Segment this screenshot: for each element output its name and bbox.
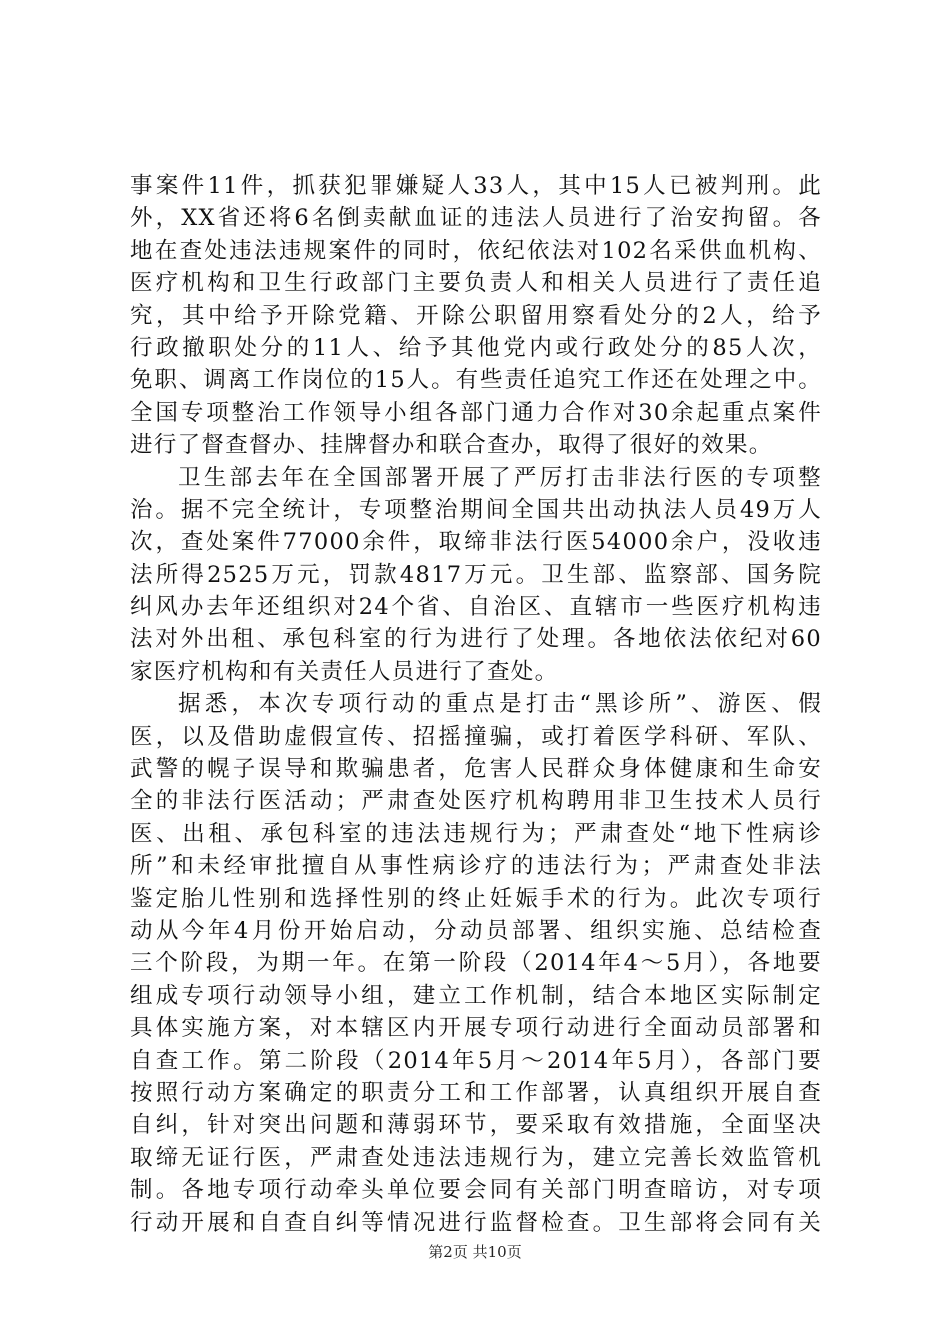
text-line: 按照行动方案确定的职责分工和工作部署，认真组织开展自查 [130, 1079, 822, 1106]
text-line: 外，XX省还将6名倒卖献血证的违法人员进行了治安拘留。各 [130, 205, 822, 232]
text-line: 医，以及借助虚假宣传、招摇撞骗，或打着医学科研、军队、 [130, 723, 822, 750]
text-line: 医、出租、承包科室的违法违规行为；严肃查处“地下性病诊 [130, 820, 822, 847]
text-line: 法对外出租、承包科室的行为进行了处理。各地依法依纪对60 [130, 626, 822, 653]
text-line: 行政撤职处分的11人、给予其他党内或行政处分的85人次， [130, 334, 822, 361]
document-body [130, 170, 822, 1239]
text-line: 据悉，本次专项行动的重点是打击“黑诊所”、游医、假 [178, 691, 822, 718]
text-line: 事案件11件，抓获犯罪嫌疑人33人，其中15人已被判刑。此 [130, 173, 822, 199]
text-line: 武警的幌子误导和欺骗患者，危害人民群众身体健康和生命安 [130, 756, 822, 783]
text-line: 具体实施方案，对本辖区内开展专项行动进行全面动员部署和 [130, 1015, 822, 1042]
text-line: 组成专项行动领导小组，建立工作机制，结合本地区实际制定 [130, 982, 822, 1009]
text-line: 所”和未经审批擅自从事性病诊疗的违法行为；严肃查处非法 [130, 853, 822, 880]
page-footer: 第2页 共10页 [428, 1243, 522, 1261]
text-line: 自查工作。第二阶段（2014年5月～2014年5月），各部门要 [130, 1047, 822, 1074]
text-line: 法所得2525万元，罚款4817万元。卫生部、监察部、国务院 [130, 561, 822, 588]
text-line: 进行了督查督办、挂牌督办和联合查办，取得了很好的效果。 [130, 432, 773, 459]
text-line: 次，查处案件77000余件，取缔非法行医54000余户，没收违 [130, 529, 822, 556]
text-line: 取缔无证行医，严肃查处违法违规行为，建立完善长效监管机 [130, 1144, 822, 1171]
text-line: 医疗机构和卫生行政部门主要负责人和相关人员进行了责任追 [130, 270, 822, 297]
text-line: 地在查处违法违规案件的同时，依纪依法对102名采供血机构、 [130, 237, 822, 264]
text-line: 鉴定胎儿性别和选择性别的终止妊娠手术的行为。此次专项行 [130, 885, 822, 912]
text-line: 动从今年4月份开始启动，分动员部署、组织实施、总结检查 [130, 917, 822, 944]
text-line: 究，其中给予开除党籍、开除公职留用察看处分的2人，给予 [130, 302, 822, 329]
text-line: 三个阶段，为期一年。在第一阶段（2014年4～5月），各地要 [130, 950, 822, 977]
text-line: 全的非法行医活动；严肃查处医疗机构聘用非卫生技术人员行 [130, 788, 822, 815]
text-line: 制。各地专项行动牵头单位要会同有关部门明查暗访，对专项 [130, 1177, 822, 1204]
text-line: 家医疗机构和有关责任人员进行了查处。 [130, 658, 559, 685]
text-line: 免职、调离工作岗位的15人。有些责任追究工作还在处理之中。 [130, 367, 822, 394]
text-line: 卫生部去年在全国部署开展了严厉打击非法行医的专项整 [178, 464, 822, 491]
text-line: 全国专项整治工作领导小组各部门通力合作对30余起重点案件 [130, 399, 822, 426]
text-line: 治。据不完全统计，专项整治期间全国共出动执法人员49万人 [130, 496, 822, 523]
text-line: 纠风办去年还组织对24个省、自治区、直辖市一些医疗机构违 [130, 594, 822, 621]
text-line: 行动开展和自查自纠等情况进行监督检查。卫生部将会同有关 [130, 1209, 822, 1236]
text-line: 自纠，针对突出问题和薄弱环节，要采取有效措施，全面坚决 [130, 1112, 822, 1139]
